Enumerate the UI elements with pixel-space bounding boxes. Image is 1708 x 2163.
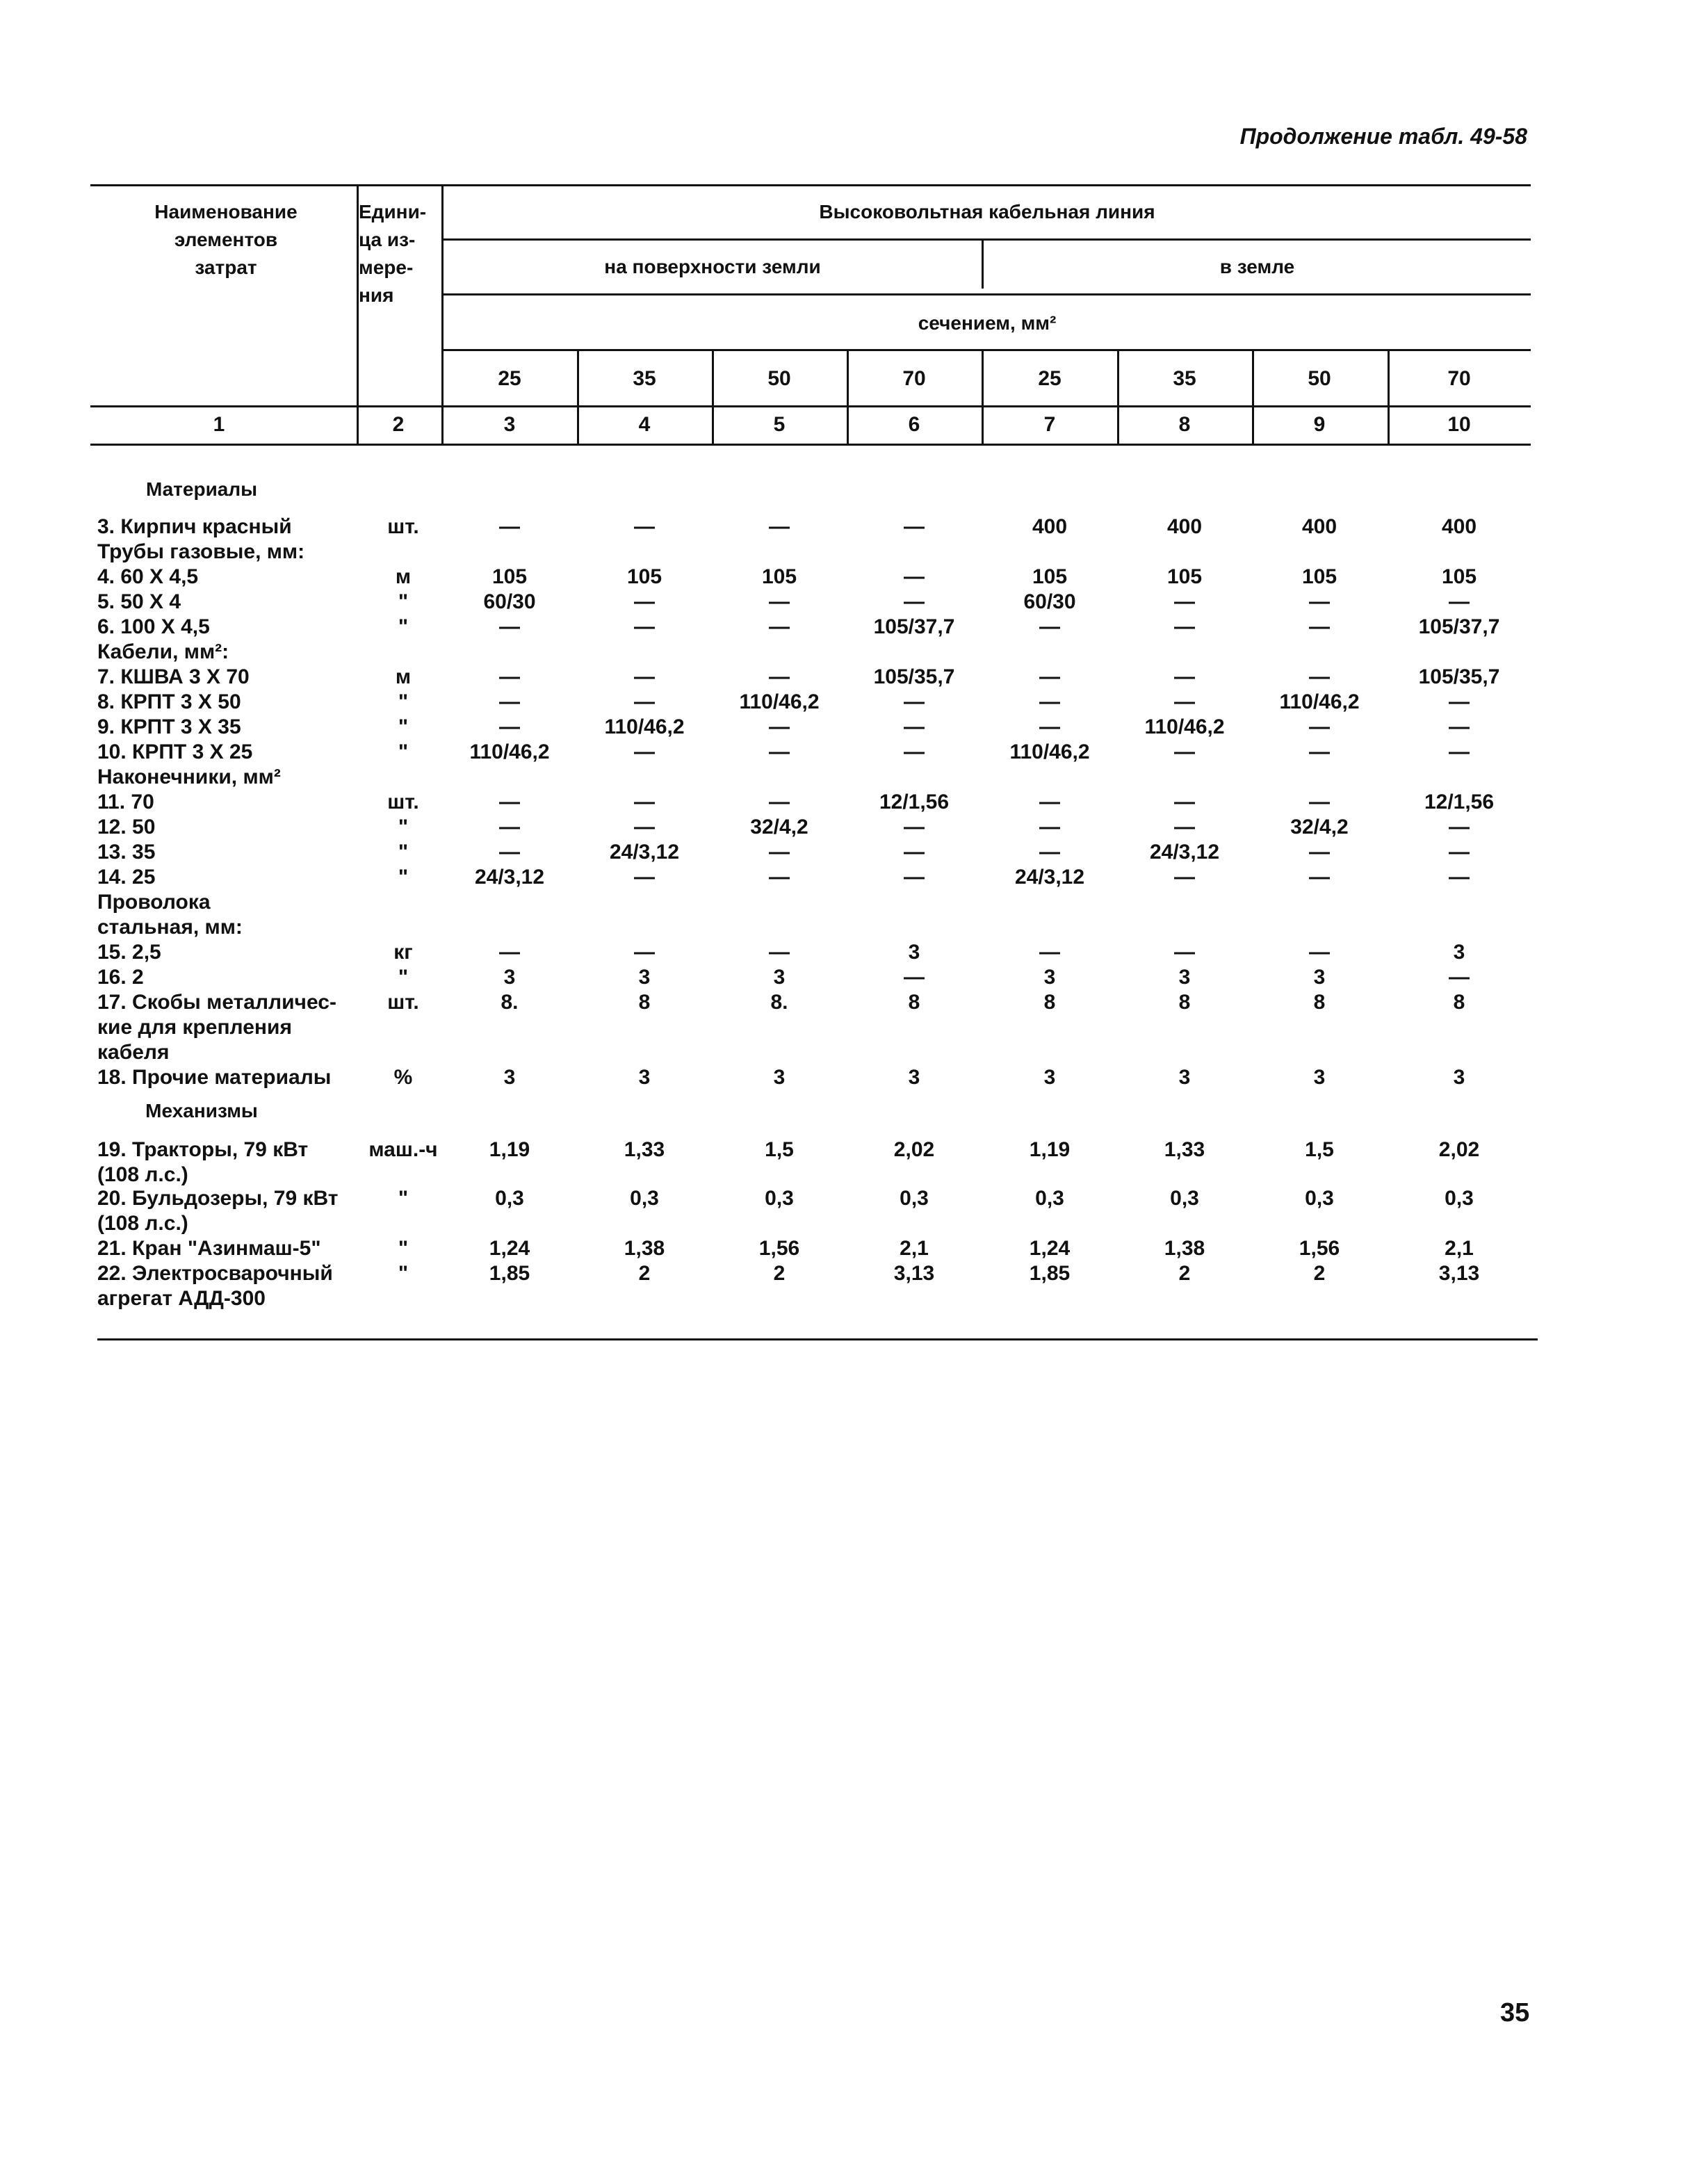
row-value-cell: 24/3,12 xyxy=(1149,841,1220,864)
row-value-cell: — xyxy=(634,941,655,964)
row-value-cell: — xyxy=(499,941,520,964)
column-number-cell: 3 xyxy=(503,413,516,436)
row-value-cell: — xyxy=(499,841,520,864)
row-value-cell: 105 xyxy=(1301,565,1337,588)
header-size-cell: 70 xyxy=(1447,367,1471,390)
row-name: 15. 2,5 xyxy=(97,941,161,964)
row-unit: " xyxy=(398,1237,409,1260)
row-value-cell: — xyxy=(769,615,790,638)
row-value-cell: — xyxy=(1174,665,1195,688)
divider-size-cols xyxy=(577,349,579,444)
row-value-cell: 3,13 xyxy=(1438,1262,1480,1285)
row-name: 18. Прочие материалы xyxy=(97,1066,332,1089)
row-value-cell: 105 xyxy=(761,565,797,588)
row-name: 11. 70 xyxy=(97,791,154,813)
row-value-cell: 1,19 xyxy=(489,1138,530,1161)
row-value-cell: — xyxy=(1449,841,1470,864)
row-value-cell: 105/37,7 xyxy=(873,615,955,638)
row-value-cell: 0,3 xyxy=(1170,1187,1199,1210)
row-value-cell: — xyxy=(634,816,655,839)
row-value-cell: 105 xyxy=(1032,565,1068,588)
row-value-cell: 110/46,2 xyxy=(1279,690,1360,713)
row-value-cell: — xyxy=(634,615,655,638)
row-value-cell: — xyxy=(1039,841,1060,864)
row-value-cell: — xyxy=(1449,816,1470,839)
row-name: 8. КРПТ 3 X 50 xyxy=(97,690,241,713)
row-unit: % xyxy=(393,1066,413,1089)
header-main-title: Высоковольтная кабельная линия xyxy=(819,201,1155,222)
row-value-cell: — xyxy=(634,590,655,613)
column-number-cell: 8 xyxy=(1178,413,1191,436)
row-value-cell: 1,24 xyxy=(1029,1237,1071,1260)
header-size-cell: 50 xyxy=(1308,367,1331,390)
row-unit: м xyxy=(395,565,412,588)
row-value-cell: — xyxy=(1174,866,1195,889)
row-value-cell: — xyxy=(499,816,520,839)
row-value-cell: 8 xyxy=(638,991,651,1014)
column-number-cell: 1 xyxy=(213,413,225,436)
row-value-cell: — xyxy=(904,866,925,889)
row-value-cell: — xyxy=(1174,615,1195,638)
row-unit: м xyxy=(395,665,412,688)
row-name: 6. 100 X 4,5 xyxy=(97,615,210,638)
row-value-cell: 60/30 xyxy=(483,590,536,613)
row-name: 12. 50 xyxy=(97,816,156,839)
row-unit: " xyxy=(398,816,409,839)
row-value-cell: 105/37,7 xyxy=(1418,615,1500,638)
row-value-cell: — xyxy=(1309,740,1330,763)
row-value-cell: — xyxy=(1039,665,1060,688)
row-value-cell: — xyxy=(499,665,520,688)
row-value-cell: 3,13 xyxy=(893,1262,935,1285)
header-section-label: сечением, мм² xyxy=(918,312,1057,334)
row-unit: " xyxy=(398,1187,409,1210)
row-value-cell: — xyxy=(1449,740,1470,763)
row-unit: " xyxy=(398,966,409,989)
row-value-cell: 105/35,7 xyxy=(1418,665,1500,688)
row-name: 14. 25 xyxy=(97,866,156,889)
column-number-cell: 5 xyxy=(773,413,786,436)
row-value-cell: 3 xyxy=(908,941,920,964)
row-value-cell: 32/4,2 xyxy=(1290,816,1349,839)
table-bottom-rule xyxy=(97,1338,1538,1340)
row-value-cell: 1,85 xyxy=(1029,1262,1071,1285)
section-title-mechanisms: Механизмы xyxy=(145,1100,258,1121)
header-size-cell: 35 xyxy=(1173,367,1196,390)
row-value-cell: 1,19 xyxy=(1029,1138,1071,1161)
row-value-cell: — xyxy=(1174,816,1195,839)
row-value-cell: 110/46,2 xyxy=(1009,740,1090,763)
header-underground-group: в земле xyxy=(1219,256,1295,277)
row-value-cell: 2,02 xyxy=(1438,1138,1480,1161)
row-value-cell: — xyxy=(1039,615,1060,638)
row-value-cell: — xyxy=(1309,791,1330,813)
row-value-cell: 0,3 xyxy=(1445,1187,1474,1210)
row-value-cell: 1,5 xyxy=(765,1138,794,1161)
row-value-cell: 105 xyxy=(1166,565,1203,588)
row-value-cell: 8 xyxy=(908,991,920,1014)
row-value-cell: 3 xyxy=(773,966,786,989)
row-unit: шт. xyxy=(387,991,419,1014)
row-value-cell: 60/30 xyxy=(1023,590,1076,613)
row-value-cell: 110/46,2 xyxy=(469,740,550,763)
row-value-cell: — xyxy=(634,690,655,713)
row-value-cell: 110/46,2 xyxy=(1144,715,1225,738)
row-value-cell: 105 xyxy=(626,565,662,588)
row-value-cell: 3 xyxy=(908,1066,920,1089)
row-value-cell: — xyxy=(904,565,925,588)
row-value-cell: 1,38 xyxy=(1164,1237,1205,1260)
row-value-cell: — xyxy=(1449,966,1470,989)
divider-size-cols xyxy=(1117,349,1119,444)
divider-size-cols xyxy=(982,349,984,444)
row-unit: " xyxy=(398,590,409,613)
column-number-cell: 4 xyxy=(638,413,651,436)
header-surface-group: на поверхности земли xyxy=(604,256,821,277)
row-value-cell: — xyxy=(499,615,520,638)
row-value-cell: — xyxy=(769,941,790,964)
row-value-cell: — xyxy=(1039,816,1060,839)
row-name: 20. Бульдозеры, 79 кВт (108 л.с.) xyxy=(97,1187,339,1235)
row-value-cell: — xyxy=(1309,665,1330,688)
row-value-cell: — xyxy=(1174,941,1195,964)
row-value-cell: — xyxy=(634,791,655,813)
row-value-cell: — xyxy=(769,791,790,813)
row-value-cell: 400 xyxy=(1032,515,1068,538)
row-value-cell: 105 xyxy=(1441,565,1477,588)
row-value-cell: 8 xyxy=(1178,991,1191,1014)
row-name: Кабели, мм²: xyxy=(97,640,229,663)
row-value-cell: 0,3 xyxy=(630,1187,659,1210)
row-value-cell: — xyxy=(1449,715,1470,738)
row-value-cell: — xyxy=(769,665,790,688)
header-rule-subgroups xyxy=(444,293,1531,295)
row-name: 3. Кирпич красный xyxy=(97,515,292,538)
row-value-cell: 400 xyxy=(1301,515,1337,538)
row-value-cell: 0,3 xyxy=(900,1187,929,1210)
column-number-cell: 2 xyxy=(392,413,405,436)
row-value-cell: 3 xyxy=(1453,941,1465,964)
row-value-cell: 1,85 xyxy=(489,1262,530,1285)
row-value-cell: 105 xyxy=(491,565,528,588)
row-value-cell: — xyxy=(1309,715,1330,738)
row-value-cell: — xyxy=(1309,941,1330,964)
row-name: 21. Кран "Азинмаш-5" xyxy=(97,1237,321,1260)
column-number-cell: 6 xyxy=(908,413,920,436)
row-name: 7. КШВА 3 X 70 xyxy=(97,665,250,688)
row-value-cell: — xyxy=(1174,590,1195,613)
row-value-cell: 0,3 xyxy=(1305,1187,1334,1210)
row-value-cell: — xyxy=(904,966,925,989)
row-value-cell: 2,1 xyxy=(1445,1237,1474,1260)
header-size-cell: 50 xyxy=(767,367,791,390)
divider-size-cols xyxy=(847,349,849,444)
row-value-cell: — xyxy=(634,665,655,688)
row-value-cell: 2 xyxy=(1178,1262,1191,1285)
row-value-cell: 2 xyxy=(1313,1262,1326,1285)
row-value-cell: — xyxy=(499,791,520,813)
header-bottom-rule xyxy=(90,405,1531,407)
row-unit: шт. xyxy=(387,791,419,813)
row-value-cell: 1,38 xyxy=(624,1237,665,1260)
row-value-cell: — xyxy=(499,690,520,713)
row-value-cell: 2 xyxy=(638,1262,651,1285)
row-name: 5. 50 X 4 xyxy=(97,590,181,613)
row-value-cell: — xyxy=(634,515,655,538)
row-value-cell: — xyxy=(1039,715,1060,738)
header-rule-main xyxy=(444,238,1531,241)
row-value-cell: 8 xyxy=(1453,991,1465,1014)
row-value-cell: 0,3 xyxy=(765,1187,794,1210)
row-unit: маш.-ч xyxy=(368,1138,438,1161)
header-rule-section xyxy=(444,349,1531,351)
divider-size-cols xyxy=(1388,349,1390,444)
divider-size-cols xyxy=(712,349,714,444)
column-number-cell: 7 xyxy=(1043,413,1056,436)
row-value-cell: — xyxy=(769,866,790,889)
table-top-rule xyxy=(90,184,1531,186)
row-value-cell: — xyxy=(904,740,925,763)
row-value-cell: 110/46,2 xyxy=(604,715,685,738)
row-value-cell: 24/3,12 xyxy=(474,866,545,889)
row-value-cell: — xyxy=(1449,590,1470,613)
row-value-cell: — xyxy=(1039,690,1060,713)
row-value-cell: — xyxy=(1449,690,1470,713)
row-value-cell: 24/3,12 xyxy=(609,841,680,864)
row-name: 22. Электросварочный агрегат АДД-300 xyxy=(97,1262,333,1310)
row-value-cell: 8 xyxy=(1043,991,1056,1014)
row-value-cell: 2,02 xyxy=(893,1138,935,1161)
row-value-cell: 3 xyxy=(638,1066,651,1089)
row-value-cell: 3 xyxy=(638,966,651,989)
row-value-cell: 105/35,7 xyxy=(873,665,955,688)
row-value-cell: 400 xyxy=(1441,515,1477,538)
row-value-cell: — xyxy=(1039,791,1060,813)
header-unit-column: Едини- ца из- мере- ния xyxy=(359,201,427,306)
row-value-cell: — xyxy=(1309,615,1330,638)
row-value-cell: — xyxy=(1174,740,1195,763)
row-name: 9. КРПТ 3 X 35 xyxy=(97,715,241,738)
header-size-cell: 35 xyxy=(633,367,656,390)
divider-size-cols xyxy=(1252,349,1254,444)
row-value-cell: — xyxy=(769,515,790,538)
row-value-cell: — xyxy=(904,715,925,738)
row-unit: " xyxy=(398,866,409,889)
row-value-cell: — xyxy=(634,866,655,889)
row-value-cell: 8. xyxy=(501,991,519,1014)
row-value-cell: — xyxy=(904,690,925,713)
row-value-cell: — xyxy=(769,740,790,763)
row-value-cell: — xyxy=(634,740,655,763)
row-unit: кг xyxy=(393,941,413,964)
row-value-cell: — xyxy=(904,841,925,864)
row-unit: " xyxy=(398,1262,409,1285)
row-value-cell: 8 xyxy=(1313,991,1326,1014)
row-unit: " xyxy=(398,841,409,864)
row-value-cell: 3 xyxy=(1178,1066,1191,1089)
table-continuation-label: Продолжение табл. 49-58 xyxy=(1239,124,1527,149)
row-value-cell: — xyxy=(904,816,925,839)
row-value-cell: — xyxy=(769,590,790,613)
row-value-cell: 24/3,12 xyxy=(1014,866,1085,889)
row-value-cell: — xyxy=(499,715,520,738)
row-value-cell: — xyxy=(1309,590,1330,613)
header-size-cell: 70 xyxy=(902,367,926,390)
row-value-cell: 1,24 xyxy=(489,1237,530,1260)
row-value-cell: — xyxy=(1039,941,1060,964)
row-value-cell: 3 xyxy=(503,966,516,989)
row-name: Трубы газовые, мм: xyxy=(97,540,305,563)
row-value-cell: 2 xyxy=(773,1262,786,1285)
row-value-cell: 3 xyxy=(503,1066,516,1089)
section-title-materials: Материалы xyxy=(145,478,258,500)
row-value-cell: 2,1 xyxy=(900,1237,929,1260)
row-value-cell: 0,3 xyxy=(495,1187,524,1210)
row-unit: " xyxy=(398,690,409,713)
header-size-cell: 25 xyxy=(498,367,521,390)
row-name: 4. 60 X 4,5 xyxy=(97,565,199,588)
row-value-cell: — xyxy=(1309,866,1330,889)
row-value-cell: — xyxy=(769,841,790,864)
row-value-cell: — xyxy=(769,715,790,738)
row-value-cell: 1,33 xyxy=(624,1138,665,1161)
row-value-cell: 32/4,2 xyxy=(750,816,808,839)
row-value-cell: 1,5 xyxy=(1305,1138,1334,1161)
row-value-cell: — xyxy=(1174,791,1195,813)
row-name: 10. КРПТ 3 X 25 xyxy=(97,740,253,763)
row-name: Наконечники, мм² xyxy=(97,765,281,788)
row-value-cell: 12/1,56 xyxy=(1424,791,1495,813)
row-value-cell: — xyxy=(904,590,925,613)
row-value-cell: 12/1,56 xyxy=(879,791,950,813)
row-value-cell: 400 xyxy=(1166,515,1203,538)
row-value-cell: — xyxy=(1449,866,1470,889)
row-unit: шт. xyxy=(387,515,419,538)
row-unit: " xyxy=(398,740,409,763)
row-value-cell: 3 xyxy=(1178,966,1191,989)
header-name-column: Наименование элементов затрат xyxy=(154,201,298,278)
row-value-cell: 3 xyxy=(1043,1066,1056,1089)
row-value-cell: — xyxy=(499,515,520,538)
row-unit: " xyxy=(398,615,409,638)
row-name: 17. Скобы металличес- кие для крепления кабеля xyxy=(97,991,336,1064)
row-name: 13. 35 xyxy=(97,841,156,864)
row-value-cell: 110/46,2 xyxy=(739,690,820,713)
row-name: 19. Тракторы, 79 кВт (108 л.с.) xyxy=(97,1138,309,1186)
row-value-cell: — xyxy=(1174,690,1195,713)
row-value-cell: 1,56 xyxy=(1299,1237,1340,1260)
row-value-cell: 3 xyxy=(1043,966,1056,989)
row-value-cell: 3 xyxy=(1313,966,1326,989)
row-value-cell: 1,56 xyxy=(758,1237,800,1260)
row-value-cell: 3 xyxy=(773,1066,786,1089)
column-number-rule xyxy=(90,444,1531,446)
row-unit: " xyxy=(398,715,409,738)
row-value-cell: 3 xyxy=(1313,1066,1326,1089)
row-value-cell: 0,3 xyxy=(1035,1187,1064,1210)
page-number: 35 xyxy=(1500,1998,1530,2027)
row-value-cell: — xyxy=(904,515,925,538)
row-value-cell: 1,33 xyxy=(1164,1138,1205,1161)
column-number-cell: 10 xyxy=(1447,413,1471,436)
column-number-cell: 9 xyxy=(1313,413,1326,436)
row-value-cell: 3 xyxy=(1453,1066,1465,1089)
row-value-cell: 8. xyxy=(770,991,788,1014)
header-size-cell: 25 xyxy=(1038,367,1062,390)
row-name: 16. 2 xyxy=(97,966,144,989)
row-name: Проволока стальная, мм: xyxy=(97,891,243,939)
row-value-cell: — xyxy=(1309,841,1330,864)
